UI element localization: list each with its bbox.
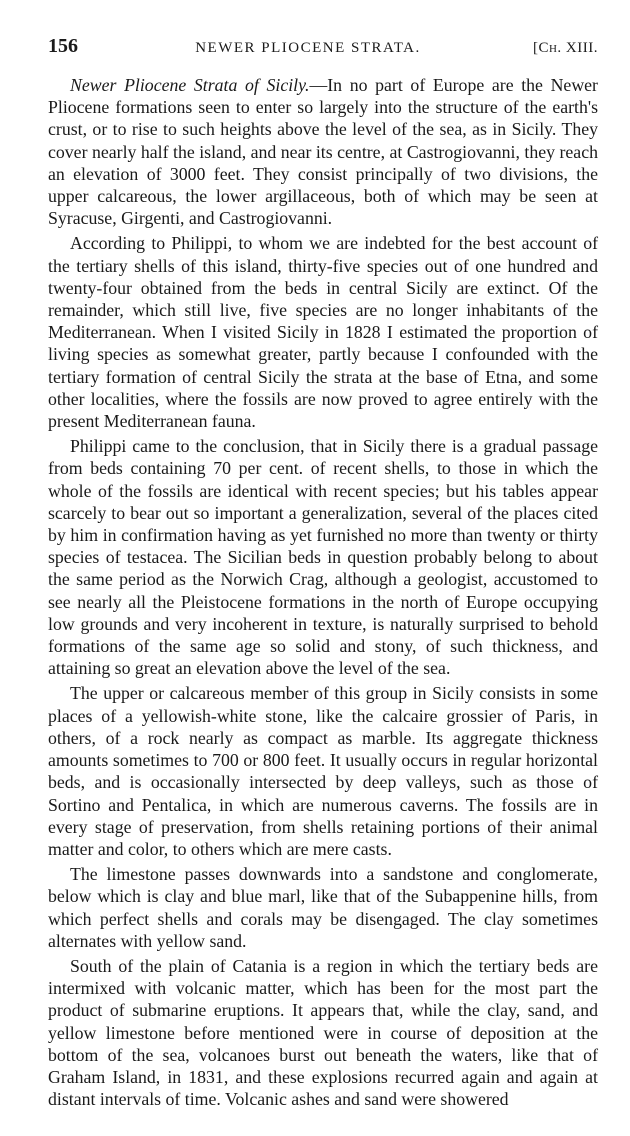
paragraph: Philippi came to the conclusion, that in Sicily there is a gradual passage from beds containing 70 per cent. of recent shells, to those in which the whole of the fossils are identical with recent species; but his tables appear scarcely to bear out so important a generalization, several of the places cited by him in confirmation having as yet furnished no more than twenty or thirty species of testacea. The Sicilian beds in question probably belong to about the same period as the Norwich Crag, although a geologist, accustomed to see nearly all the Pleistocene formations in the north of Europe occupying low grounds and very incoherent in texture, is naturally surprised to behold formations of the same age so solid and stony, of such thickness, and attaining so great an elevation above the level of the sea.: [48, 436, 598, 679]
paragraph: South of the plain of Catania is a region in which the tertiary beds are intermixed with volcanic matter, which has been for the most part the product of submarine eruptions. It appears that, while the clay, sand, and yellow limestone before mentioned were in course of deposition at the bottom of the sea, volcanoes burst out beneath the waters, like that of Graham Island, in 1831, and these explosions recurred again and again at distant intervals of time. Volcanic ashes and sand were showered: [48, 955, 598, 1110]
section-heading: Newer Pliocene Strata of Sicily.: [70, 75, 310, 95]
paragraph-text: —In no part of Europe are the Newer Pliocene formations seen to enter so largely into the structure of the earth's crust, or to rise to such heights above the level of the sea, as in Sicily. They cover nearly half the island, and near its centre, at Castrogiovanni, they reach an elevation of 3000 feet. They consist principally of two divisions, the upper calcareous, the lower argillaceous, both of which may be seen at Syracuse, Girgenti, and Castrogiovanni.: [48, 75, 598, 229]
page-number: 156: [48, 35, 78, 57]
running-header: [48, 36, 598, 58]
paragraph: The upper or calcareous member of this group in Sicily consists in some places of a yellowish-white stone, like the calcaire grossier of Paris, in others, of a rock nearly as compact as marble. Its aggregate thickness amounts sometimes to 700 or 800 feet. It usually occurs in regular horizontal beds, and is occasionally intersected by deep valleys, such as those of Sortino and Pentalica, in which are numerous caverns. The fossils are in every stage of preservation, from shells retaining portions of their animal matter and color, to others which are mere casts.: [48, 683, 598, 859]
running-title: NEWER PLIOCENE STRATA.: [195, 40, 421, 56]
paragraph: The limestone passes downwards into a sandstone and conglomerate, below which is clay and blue marl, like that of the Subappenine hills, from which perfect shells and corals may be disengaged. The clay sometimes alternates with yellow sand.: [48, 864, 598, 951]
paragraph: [48, 74, 598, 229]
paragraph: According to Philippi, to whom we are indebted for the best account of the tertiary shells of this island, thirty-five species out of one hundred and twenty-four obtained from the beds in central Sicily are extinct. Of the remainder, which still live, five species are no longer inhabitants of the Mediterranean. When I visited Sicily in 1828 I estimated the proportion of living species as somewhat greater, partly because I confounded with the tertiary formation of central Sicily the strata at the base of Etna, and some other localities, where the fossils are now proved to agree entirely with the present Mediterranean fauna.: [48, 233, 598, 432]
chapter-reference: [Ch. XIII.: [532, 40, 598, 56]
body-text: [48, 74, 598, 1110]
